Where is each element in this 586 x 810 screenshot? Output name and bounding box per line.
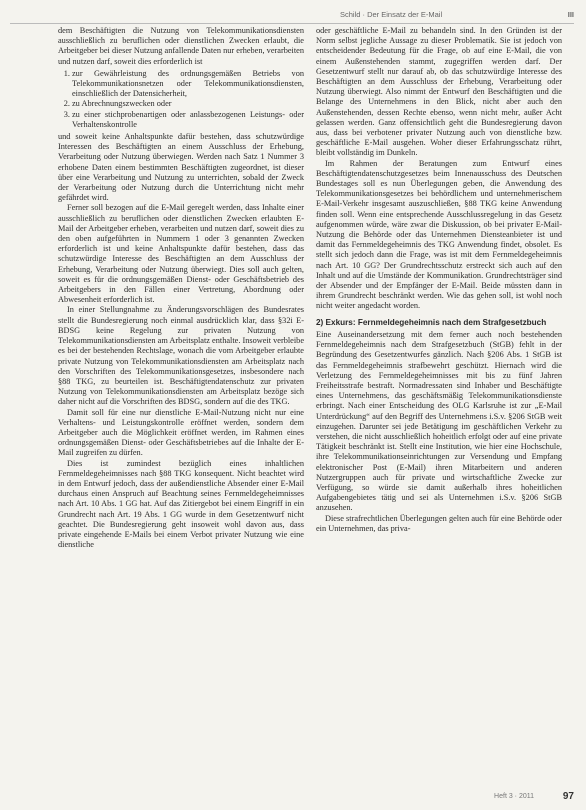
right-column xyxy=(316,26,562,534)
paragraph: In einer Stellungnahme zu Änderungsvorschlägen des Bundesrates stellt die Bundesregierung noch einmal ausdrücklich klar, dass §32i E-BDSG keine Regelung zur privaten Nutzung von Telekommunikationsdiensten am Arbeitsplatz enthalte. Insoweit verbleibe es bei der bestehenden Rechtslage, wonach die vom Arbeitgeber erlaubte private Nutzung von Telekommunikationsdiensten am Arbeitsplatz nach den Vorschriften des Telekommunikationsgesetzes, insbesondere nach §88 TKG, zu beurteilen ist. Beschäftigtendatenschutz zur privaten Nutzung von Telekommunikationsdiensten am Arbeitsplatz bezöge sich daher nicht auf die Vorschriften des BDSG, sondern auf die des TKG. xyxy=(58,305,304,407)
enumeration-list xyxy=(58,69,304,130)
paragraph: Dies ist zumindest bezüglich eines inhaltlichen Fernmeldegeheimnisses nach §88 TKG konsequent. Nicht beachtet wird in dem Entwurf jedoch, dass der außendienstliche Absender einer E-Mail durchaus einen Anspruch auf Beachtung seines Fernmeldegeheimnisses nach Art. 10 Abs. 1 GG hat. Auf das Zitiergebot bei einem Eingriff in ein Grundrecht nach Art. 19 Abs. 1 GG wurde in dem Gesetzentwurf nicht geachtet. Die Bundesregierung geht insoweit wohl davon aus, dass private eingehende E-Mails bei einem Verbot privater Nutzung wie eine dienstliche xyxy=(58,458,304,550)
paragraph: Ferner soll bezogen auf die E-Mail geregelt werden, dass Inhalte einer ausschließlich zu beruflichen oder dienstlichen Zwecken erlaubten E-Mail der Arbeitgeber erheben, verarbeiten und nutzen darf, soweit dies zu den oben aufgeführten in Nummern 1 oder 3 genannten Zwecken erforderlich ist und keine Anhaltspunkte dafür bestehen, dass das schutzwürdige Interesse des Beschäftigten an dem Ausschluss der Erhebung, Verarbeitung oder Nutzung überwiegt. Dies soll auch gelten, soweit es für die ordnungsgemäßen Dienst- oder Geschäftsbetrieb des Arbeitgebers in den Fällen einer Vertretung, Abordnung oder Abwesenheit erforderlich ist. xyxy=(58,203,304,305)
paragraph: und soweit keine Anhaltspunkte dafür bestehen, dass schutzwürdige Interessen des Beschäftigten an einem Ausschluss der Erhebung, Verarbeitung oder Nutzung überwiegen. Werden nach Satz 1 Nummer 3 erhobene Daten einem bestimmten Beschäftigten zugeordnet, ist dieser über eine Verarbeitung und Nutzung zu unterrichten, sobald der Zweck der Verarbeitung oder Nutzung durch die Unterrichtung nicht mehr gefährdet wird. xyxy=(58,132,304,203)
paragraph: dem Beschäftigten die Nutzung von Telekommunikationsdiensten ausschließlich zu beruflichen oder dienstlichen Zwecken erlaubt, die Arbeitgeber bei dieser Nutzung anfallende Daten nur erheben, verarbeiten und nutzen darf, soweit dies erforderlich ist xyxy=(58,26,304,66)
page-number: 97 xyxy=(562,791,574,802)
issue-label: Heft 3 · 2011 xyxy=(494,793,534,800)
header-rule xyxy=(10,23,574,24)
section-heading: 2) Exkurs: Fernmeldegeheimnis nach dem Strafgesetzbuch xyxy=(316,317,547,327)
list-item: 3. zu einer stichprobenartigen oder anlassbezogenen Leistungs- oder Verhaltenskontrolle xyxy=(72,110,304,130)
left-column xyxy=(58,26,304,550)
section-marker: III xyxy=(567,9,574,19)
paragraph: Diese strafrechtlichen Überlegungen gelten auch für eine Behörde oder ein Unternehmen, das priva- xyxy=(316,513,562,533)
list-item: 2. zu Abrechnungszwecken oder xyxy=(72,99,304,109)
paragraph: oder geschäftliche E-Mail zu behandeln sind. In den Gründen ist der Norm selbst jegliche Aussage zu dieser Problematik. Sie ist jedoch von entscheidender Bedeutung für die Frage, ob auf eine E-Mail, die von einem Außenstehenden stammt, zugegriffen werden darf. Der Gesetzentwurf stellt nur darauf ab, ob das schutzwürdige Interesse des Beschäftigten an dem Ausschluss der Erhebung, Verarbeitung oder Nutzung überwiegt. Also nimmt der Entwurf den Beschäftigten und die Belange des Unternehmens in den Blick, nicht aber auch den Außenstehenden, dessen Rechte ebenso, wenn nicht mehr, außer Acht gelassen werden. Ganz offensichtlich geht die Bundesregierung davon aus, dass bei verbotener privater Nutzung auch von dienstliche bzw. geschäftliche E-Mail ausgehen. Woher dieser Erfahrungsschatz rührt, bleibt vollständig im Dunkeln. xyxy=(316,26,562,158)
running-title: Schild · Der Einsatz der E-Mail xyxy=(340,9,443,19)
list-item: 1. zur Gewährleistung des ordnungsgemäßen Betriebs von Telekommunikationsnetzen oder Telekommunikationsdiensten, einschließlich der Datensicherheit, xyxy=(72,69,304,100)
paragraph: Eine Auseinandersetzung mit dem ferner auch noch bestehenden Fernmeldegeheimnis nach dem Strafgesetzbuch (StGB) fehlt in der Begründung des Gesetzentwurfes gänzlich. Nach §206 Abs. 1 StGB ist das Fernmeldegeheimnis strafbewehrt geschützt. Hiernach wird die Verletzung des Fernmeldegeheimnisses mit bis zu fünf Jahren Freiheitsstrafe bestraft. Normadressaten sind Inhaber und Beschäftigte eines Unternehmens, das geschäftsmäßig Telekommunikationsdienste erbringt. Nach einer Entscheidung des OLG Karlsruhe ist zur „E-Mail Unterdrückung“ auf den Begriff des Unternehmens i.S.v. §206 StGB weit einzugehen. Darunter sei jede Betätigung im geschäftlichen Verkehr zu verstehen, die nicht ausschließlich hoheitlich erfolgt oder auf eine private Tätigkeit beschränkt ist. Stellt eine Institution, wie hier eine Hochschule, ihre Telekommunikationseinrichtungen zur Versendung und Empfang elektronischer Post (E-Mail) ihren Mitarbeitern und anderen Nutzergruppen auch für private und wirtschaftliche Zwecke zur Verfügung, so würde sie damit außerhalb ihres hoheitlichen Aufgabengebietes tätig und sei als Unternehmen i.S.v. §206 StGB anzusehen. xyxy=(316,329,562,513)
running-header xyxy=(340,8,574,20)
paragraph: Im Rahmen der Beratungen zum Entwurf eines Beschäftigtendatenschutzgesetzes beim Innenausschuss des Deutschen Bundestages soll es nun Überlegungen geben, die Anwendung des Telekommunikationsgesetzes bei behördlichem und unternehmerischem E-Mail-Verkehr insgesamt auszuschließen, §88 TKG keine Anwendung finden soll. Wenn eine entsprechende Ausschlussregelung in das Gesetz aufgenommen würde, wäre zwar die Diskussion, ob bei privater E-Mail-Nutzung die Behörde oder das Unternehmen Diensteanbieter ist und damit das Fernmeldegeheimnis des TKG Anwendung findet, obsolet. Es stellt sich jedoch dann die Frage, was ist mit dem Fernmeldegeheimnis nach Art. 10 GG? Der Grundrechtsschutz erstreckt sich auch auf den Inhalt und auf die Umstände der Kommunikation. Grundrechtsträger sind der Absender und der Empfänger der E-Mail. Beide müssten dann in ihrem Grundrecht beschränkt werden. Wie das gehen soll, ist wohl noch nicht weiter angedacht worden. xyxy=(316,158,562,311)
paragraph: Damit soll für eine nur dienstliche E-Mail-Nutzung nicht nur eine Verhaltens- und Leistungskontrolle eröffnet werden, sondern dem Arbeitgeber auch die Möglichkeit eröffnet werden, im Rahmen eines ordnungsgemäßen Dienst- oder Geschäftsbetriebes auf die Inhalte der E-Mail zugreifen zu dürfen. xyxy=(58,407,304,458)
